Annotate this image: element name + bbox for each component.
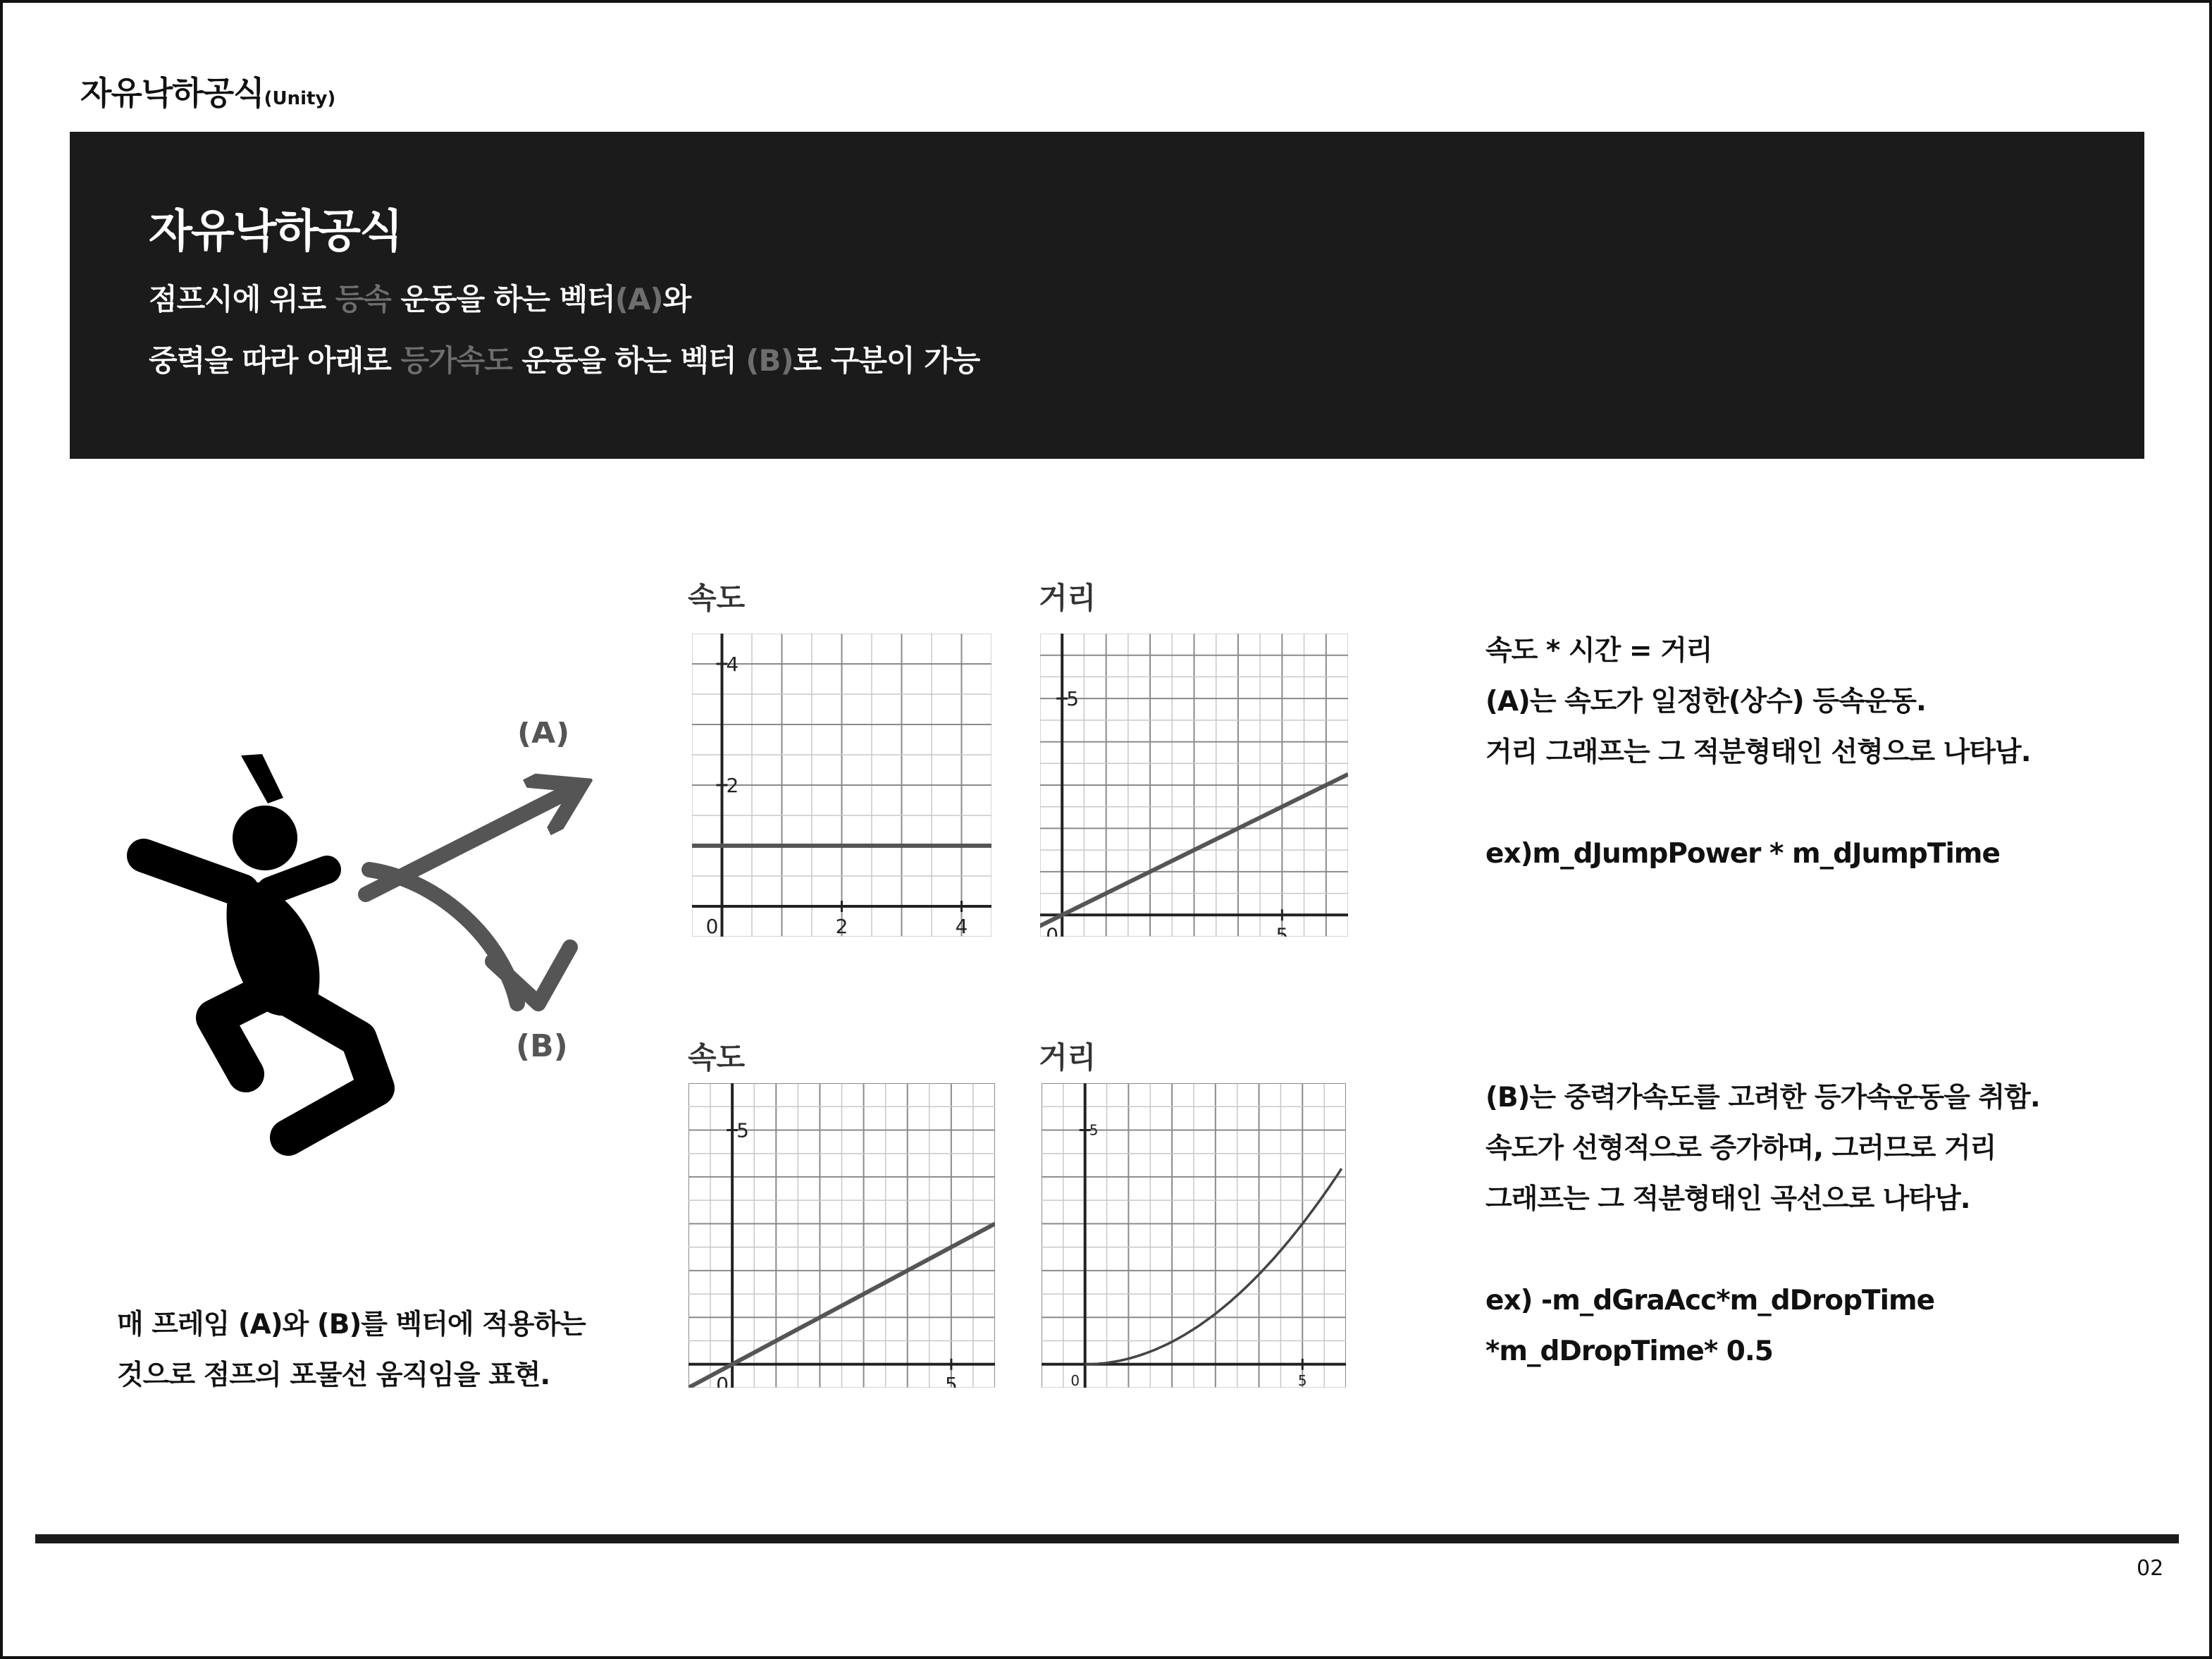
y-tick-label: 5 (1066, 686, 1080, 710)
x-tick-label: 0 (716, 1372, 729, 1388)
title-banner (70, 132, 2144, 459)
banner-line-1-pre: 점프시에 위로 (149, 282, 335, 316)
y-tick-label: 4 (726, 652, 739, 676)
banner-line-1-post: 와 (662, 282, 691, 316)
graph-3-label: 속도 (688, 1040, 746, 1075)
banner-line-1-highlight-2: (A) (614, 282, 663, 316)
left-caption-line-2: 것으로 점프의 포물선 움직임을 표현. (117, 1359, 550, 1391)
banner-line-2-post: 로 구분이 가능 (793, 343, 980, 378)
x-tick-label: 2 (835, 915, 848, 937)
banner-title: 자유낙하공식 (149, 206, 402, 258)
banner-line-2 (149, 338, 980, 380)
graph-4-label: 거리 (1039, 1040, 1096, 1075)
x-tick-label: 0 (1070, 1371, 1080, 1388)
desc-a-line-1: 속도 * 시간 = 거리 (1485, 635, 1712, 667)
x-tick-label: 5 (1297, 1371, 1307, 1388)
banner-line-2-mid: 운동을 하는 벡터 (512, 343, 746, 378)
desc-a-line-2: (A)는 속도가 일정한(상수) 등속운동. (1485, 686, 1926, 717)
banner-line-2-pre: 중력을 따라 아래로 (149, 343, 401, 378)
x-tick-label: 4 (955, 915, 968, 937)
desc-b-line-3: 그래프는 그 적분형태인 곡선으로 나타남. (1485, 1183, 1970, 1215)
desc-a (1485, 626, 2031, 880)
left-caption-line-1: 매 프레임 (A)와 (B)를 벡터에 적용하는 (117, 1309, 586, 1340)
header-title-text: 자유낙하공식 (80, 74, 264, 112)
slide-header-title (80, 68, 335, 114)
graph-2-label: 거리 (1039, 581, 1096, 615)
graph-1-label: 속도 (688, 581, 746, 615)
graph-distance-accelerated (1042, 1083, 1346, 1390)
x-tick-label: 5 (944, 1372, 958, 1388)
desc-a-line-3: 거리 그래프는 그 적분형태인 선형으로 나타남. (1485, 736, 2031, 768)
graph-distance-accelerated-chart (1042, 1083, 1346, 1388)
graph-speed-accelerated (688, 1083, 995, 1390)
desc-a-code: ex)m_dJumpPower * m_dJumpTime (1485, 838, 2000, 870)
desc-b-spacer (1485, 1225, 2040, 1276)
footer-rule (35, 1534, 2179, 1543)
desc-b-line-1: (B)는 중력가속도를 고려한 등가속운동을 취함. (1485, 1082, 2040, 1114)
graph-distance-uniform (1040, 634, 1348, 939)
vector-b-label: (B) (516, 1028, 568, 1064)
banner-line-2-highlight-2: (B) (746, 343, 793, 378)
y-tick-label: 5 (736, 1118, 749, 1142)
jump-figure (109, 722, 616, 1173)
graph-speed-accelerated-chart (688, 1083, 995, 1388)
page-number: 02 (2137, 1556, 2164, 1581)
vector-a-label: (A) (517, 722, 570, 751)
graph-speed-uniform-chart (692, 634, 991, 937)
header-title-suffix: (Unity) (264, 88, 336, 109)
left-caption (117, 1300, 586, 1401)
x-tick-label: 0 (705, 915, 719, 937)
desc-b-code-2: *m_dDropTime* 0.5 (1485, 1336, 1773, 1367)
banner-line-1 (149, 276, 691, 319)
person-jumping-icon (109, 722, 616, 1173)
desc-b-line-2: 속도가 선형적으로 증가하며, 그러므로 거리 (1485, 1133, 1996, 1164)
banner-line-1-highlight-1: 등속 (335, 282, 391, 316)
graph-distance-uniform-chart (1040, 634, 1348, 937)
desc-a-spacer (1485, 778, 2031, 829)
y-tick-label: 5 (1089, 1121, 1099, 1139)
desc-b (1485, 1073, 2040, 1377)
banner-line-2-highlight-1: 등가속도 (400, 343, 512, 378)
banner-line-1-mid: 운동을 하는 벡터 (390, 282, 615, 316)
desc-b-code-1: ex) -m_dGraAcc*m_dDropTime (1485, 1285, 1935, 1316)
x-tick-label: 0 (1046, 923, 1059, 937)
graph-speed-uniform (692, 634, 991, 939)
person-silhouette (144, 754, 376, 1137)
x-tick-label: 5 (1275, 923, 1289, 937)
y-tick-label: 2 (726, 773, 739, 797)
